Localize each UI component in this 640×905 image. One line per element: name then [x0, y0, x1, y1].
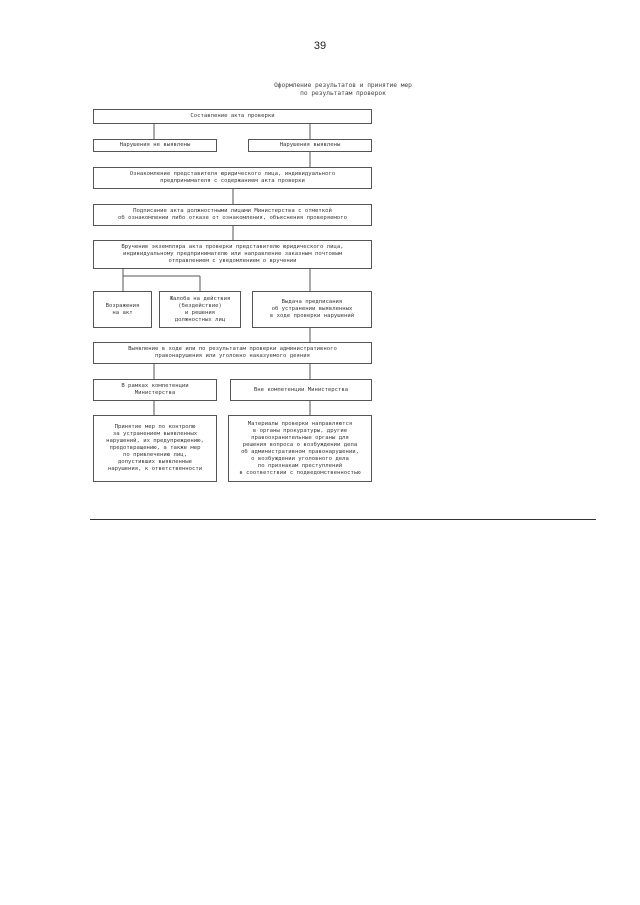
- node-complaint: Жалоба на действия (бездействие) и решения должностных лиц: [159, 291, 241, 328]
- node-within-competence: В рамках компетенции Министерства: [93, 379, 217, 401]
- node-familiarize: Ознакомление представителя юридического лица, индивидуального предпринимателя с содержанием акта проверки: [93, 167, 372, 189]
- node-sign: Подписание акта должностными лицами Министерства с отметкой об ознакомлении либо отказе от ознакомления, объяснения проверяемого: [93, 204, 372, 226]
- node-act: Составление акта проверки: [93, 109, 372, 124]
- page-number: 39: [313, 40, 327, 52]
- node-materials: Материалы проверки направляются в органы прокуратуры, другие правоохранительные органы для решения вопроса о возбуждении дела об административном правонарушении, о возбуждении уголовного дела по признакам преступлений в соответствии с подведомственностью: [228, 415, 372, 482]
- node-objections: Возражения на акт: [93, 291, 152, 328]
- node-detection: Выявление в ходе или по результатам проверки административного правонарушения или уголовно наказуемого деяния: [93, 342, 372, 364]
- node-outside-competence: Вне компетенции Министерства: [230, 379, 372, 401]
- node-deliver: Вручение экземпляра акта проверки представителю юридического лица, индивидуальному предпринимателю или направление заказным почтовым отправлением с уведомлением о вручении: [93, 240, 372, 269]
- node-no-violations: Нарушения не выявлены: [93, 139, 217, 152]
- node-prescription: Выдача предписания об устранении выявленных в ходе проверки нарушений: [252, 291, 372, 328]
- node-violations: Нарушения выявлены: [248, 139, 372, 152]
- node-measures: Принятие мер по контролю за устранением выявленных нарушений, их предупреждению, предотвращению, а также мер по привлечению лиц, допустивших выявленные нарушения, к ответственности: [93, 415, 217, 482]
- footnote-separator: [90, 519, 596, 520]
- diagram-title: Оформление результатов и принятие мер по результатам проверок: [274, 82, 412, 97]
